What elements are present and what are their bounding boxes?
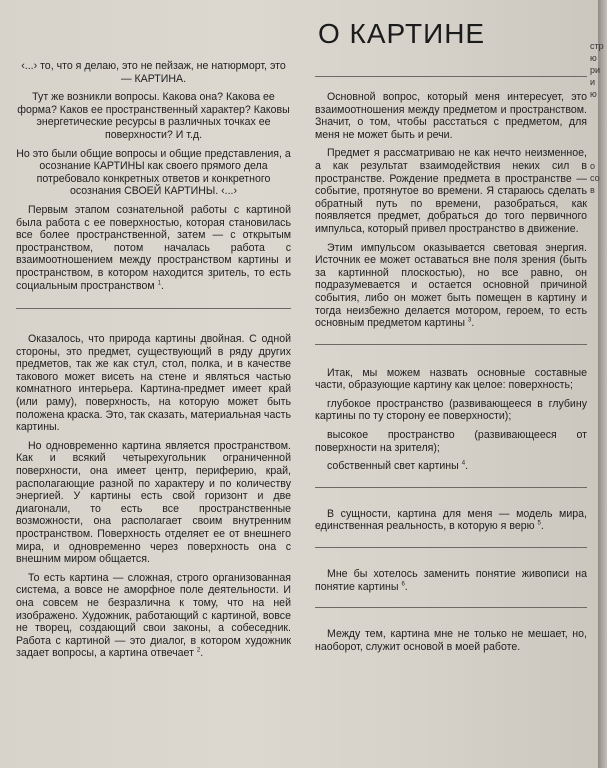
fragment-text: ю	[590, 89, 597, 99]
section-divider	[315, 487, 587, 488]
right-paragraph: Итак, мы можем назвать основные составные части, образующие картину как целое: поверхность;	[315, 366, 587, 392]
left-paragraph: Оказалось, что природа картины двойная. С одной стороны, это предмет, существующий в ряду других предметов, так же как стул, стол, полка, и в качестве такового может висеть на стене и являться частью комнатного интерьера. Картина-предмет имеет край (или раму), поверхность, на которую может быть положена краска. Это, так сказать, материальная часть картины.	[16, 333, 292, 434]
section-divider	[315, 76, 587, 77]
left-paragraph: Первым этапом сознательной работы с картиной была работа с ее поверхностью, которая становилась все более пространственной, затем — с открытым пространством, потом началась работа с взаимоотношением между пространством картины и пространством, в котором находится зритель, то есть социальным пространством $^1$.	[16, 203, 291, 292]
section-divider	[16, 308, 291, 309]
left-paragraph: Но это были общие вопросы и общие представления, а осознание КАРТИНЫ как своего прямого дела потребовало конкретных ответов и конкретного осознания СВОЕЙ КАРТИНЫ. ‹...›	[16, 147, 291, 198]
section-divider	[315, 547, 587, 548]
footnote-marker: 1	[157, 279, 162, 286]
footnote-marker: 3	[468, 317, 472, 324]
right-paragraph: Мне бы хотелось заменить понятие живописи на понятие картины $^6$.	[315, 568, 587, 593]
fragment-text: со	[590, 173, 600, 183]
left-paragraph: ‹...› то, что я делаю, это не пейзаж, не натюрморт, это — КАРТИНА.	[21, 60, 286, 85]
next-page-fragment	[590, 40, 607, 200]
left-column	[16, 60, 291, 666]
footnote-marker: 4	[461, 460, 466, 467]
fragment-text: в	[590, 185, 595, 195]
right-paragraph: Между тем, картина мне не только не мешает, но, наоборот, служит основой в моей работе.	[315, 628, 587, 653]
right-paragraph: В сущности, картина для меня — модель мира, единственная реальность, в которую я верю $^5$.	[315, 507, 587, 533]
footnote-marker: 6	[401, 581, 405, 588]
list-item: высокое пространство (развивающееся от поверхности на зрителя);	[315, 429, 587, 454]
fragment-text: стр	[590, 41, 604, 51]
list-item: собственный свет картины $^4$.	[327, 460, 469, 473]
right-paragraph: Этим импульсом оказывается световая энергия. Источник ее может оставаться вне поля зрения (быть за картинной плоскостью), но все равно, он подразумевается и остается основной причиной события, либо он может быть помещен в картину и тогда неизбежно делается мотором, героем, то есть основным предметом картины $^3$.	[315, 241, 587, 330]
right-column	[315, 91, 587, 659]
section-divider	[315, 344, 587, 345]
list-item: глубокое пространство (развивающееся в глубину картины по ту сторону ее поверхности);	[315, 397, 587, 423]
right-paragraph: Предмет я рассматриваю не как нечто неизменное, а как результат взаимодействия неких сил в пространстве. Рождение предмета в пространстве — событие, протянутое во времени. Я стараюсь сделать обратный путь по времени, разобраться, как появляется предмет, добраться до того первичного импульса, который привел пространство в движение.	[315, 147, 587, 235]
left-paragraph: То есть картина — сложная, строго организованная система, а вовсе не аморфное поле деятельности. И она совсем не безразлична к тому, что на ней изображено. Художник, работающий с картиной, вовсе не творец, создающий свои законы, а собеседник. Работа с картиной — это диалог, в котором художник задает вопросы, а картина отвечает $^2$.	[16, 571, 291, 660]
left-paragraph: Тут же возникли вопросы. Какова она? Какова ее форма? Каков ее пространственный характер? Каковы энергетические ресурсы в различных точках ее поверхности? И т.д.	[17, 91, 290, 141]
section-divider	[315, 607, 587, 608]
footnote-marker: 2	[196, 647, 201, 654]
fragment-text: и	[590, 77, 596, 87]
right-paragraph: Основной вопрос, который меня интересует, это взаимоотношения между предметом и пространством. Значит, о том, чтобы расстаться с предметом, для меня не может быть и речи.	[315, 91, 587, 141]
fragment-text: ри	[590, 65, 601, 75]
footnote-marker: 5	[537, 520, 541, 527]
fragment-text: о	[590, 161, 596, 171]
fragment-text: ю	[590, 53, 597, 63]
page-title: О КАРТИНЕ	[318, 18, 486, 49]
left-paragraph: Но одновременно картина является пространством. Как и всякий четырехугольник ограниченной поверхности, она имеет центр, периферию, край, располагающие разной по характеру и по количеству энергией. У картины есть свой горизонт и две диагонали, то есть все пространственные возможности, она располагает своим внутренним пространством. Поверхность отделяет ее от внешнего мира, и одновременно через поверхность она с внешним миром общается.	[16, 439, 291, 566]
